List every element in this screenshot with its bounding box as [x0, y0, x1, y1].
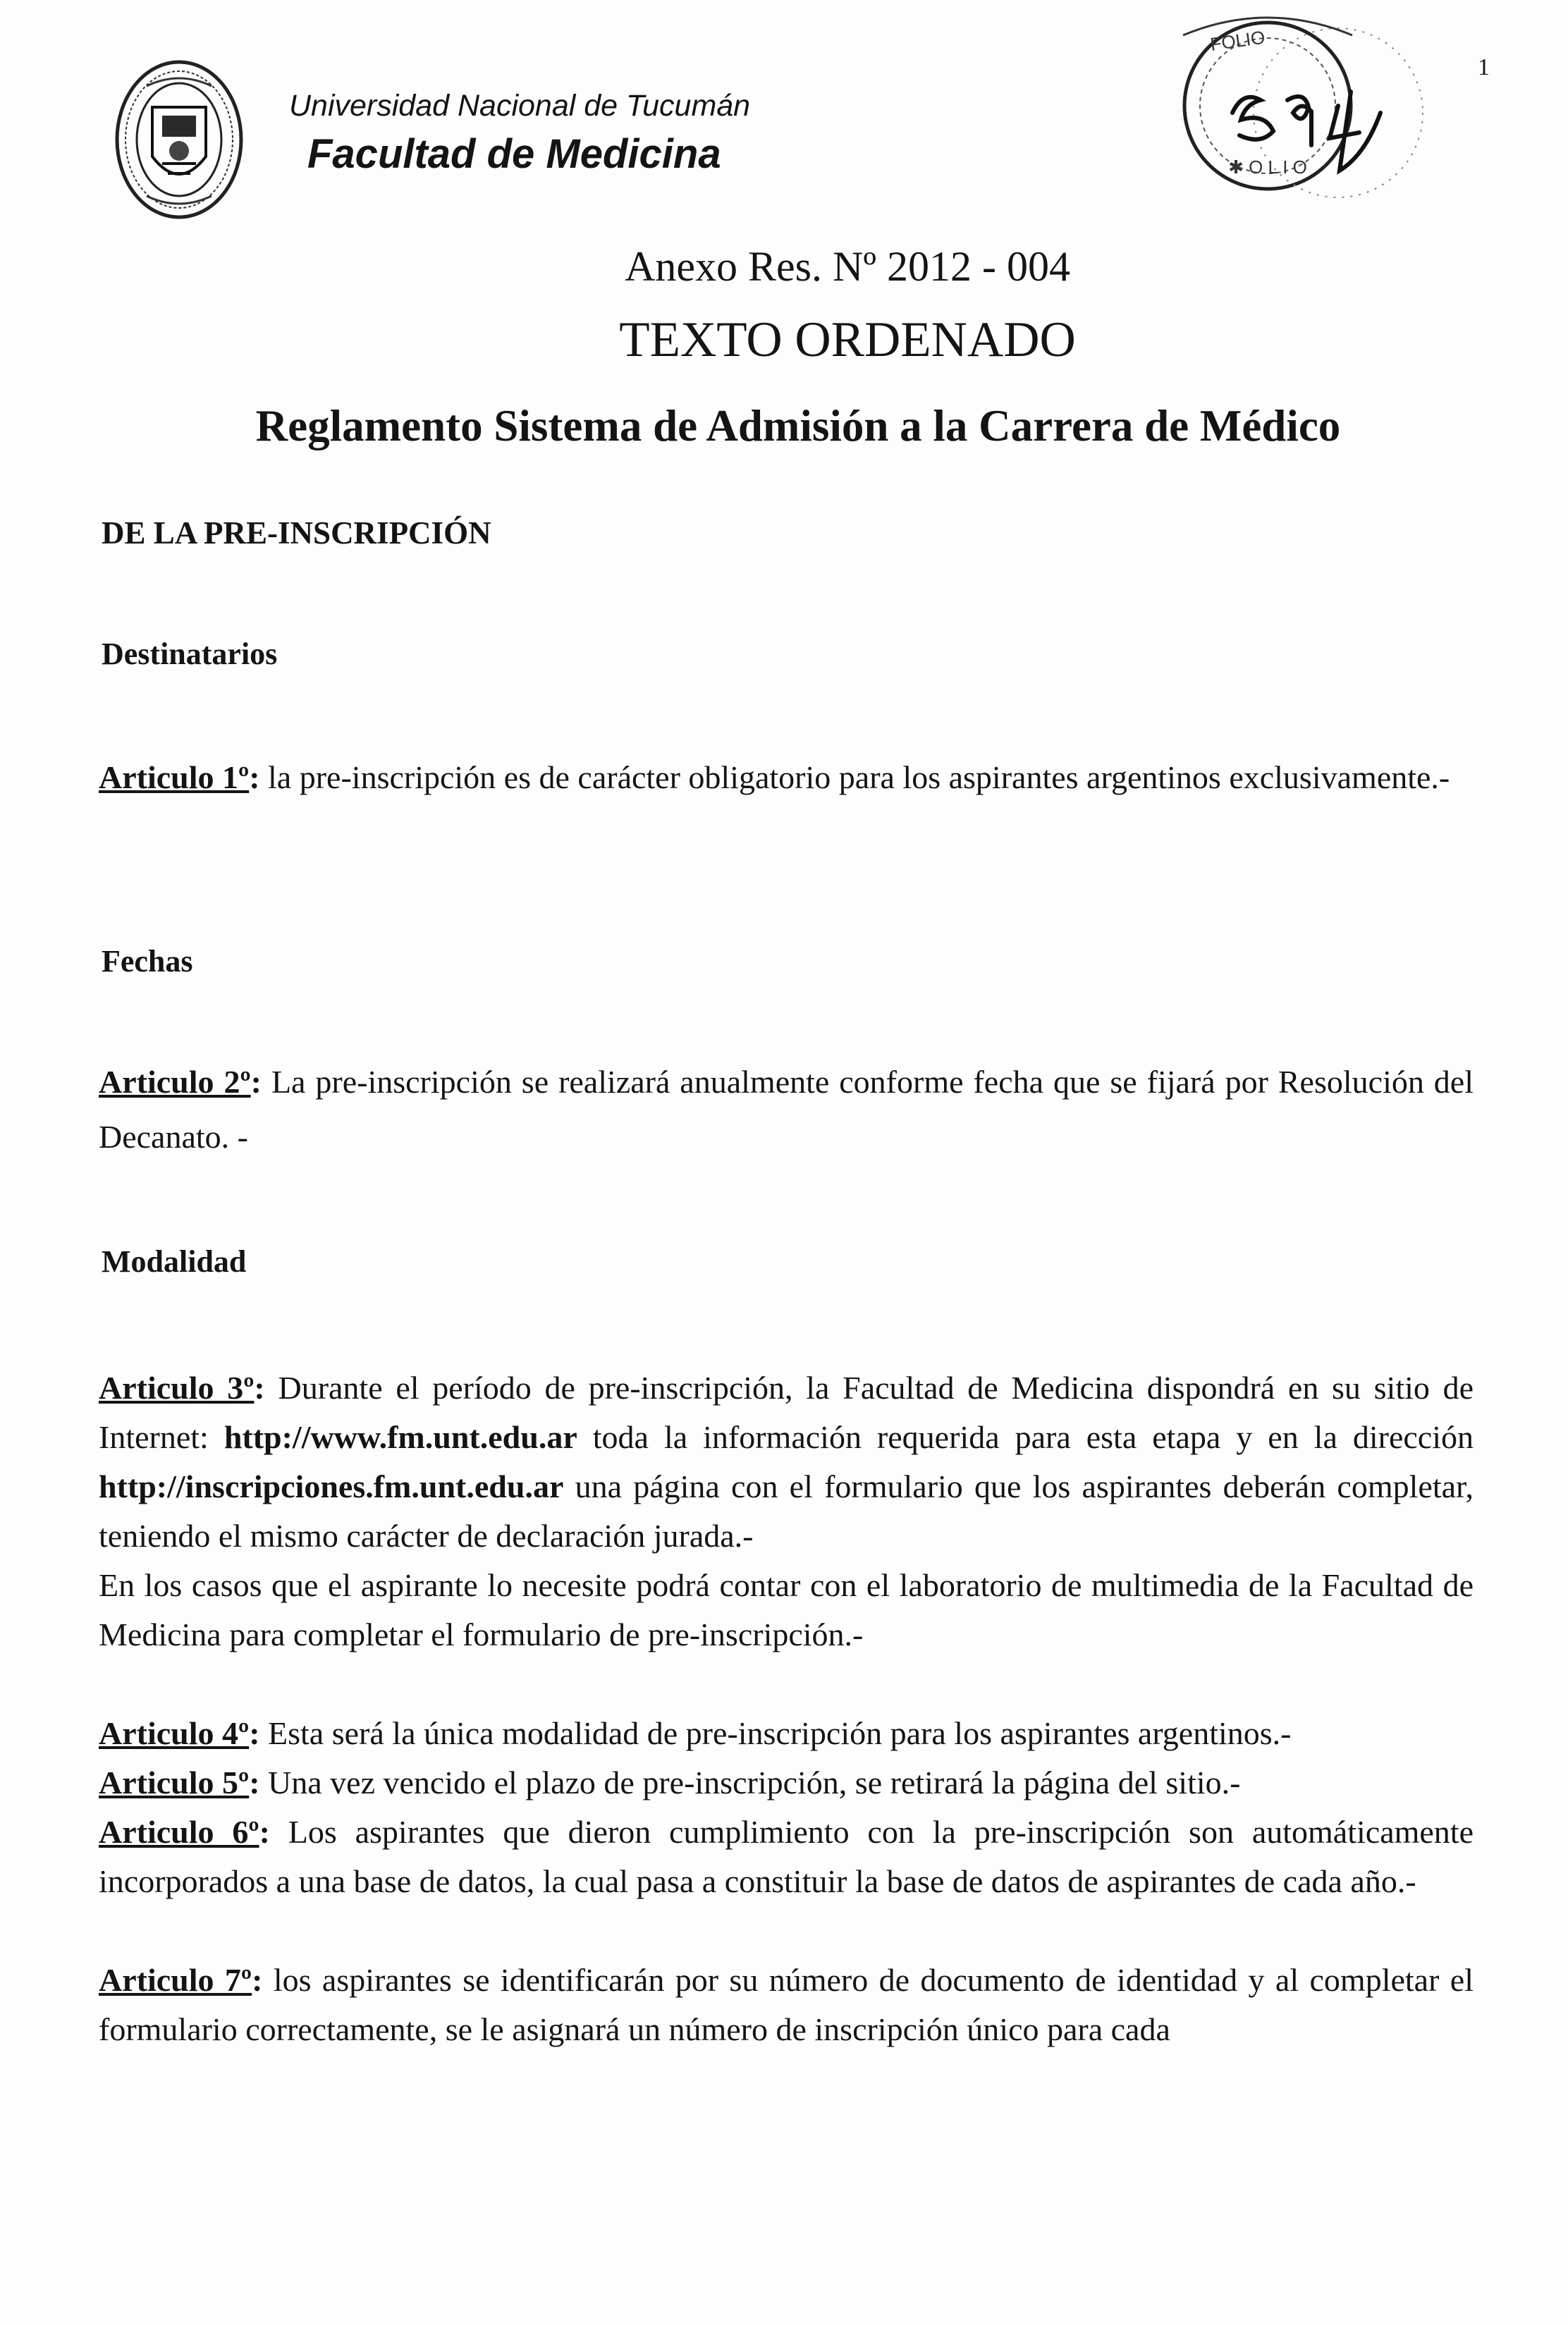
annex-reference: Anexo Res. Nº 2012 - 004 [625, 243, 1070, 290]
university-seal-logo [113, 58, 245, 221]
article-3-text-3: una página con el formulario que los aspirantes deberán completar, teniendo el mismo carácter de declaración jurada.- [99, 1468, 1474, 1554]
inscripciones-url[interactable]: http://inscripciones.fm.unt.edu.ar [99, 1468, 564, 1504]
article-5: Articulo 5º: Una vez vencido el plazo de pre-inscripción, se retirará la página del sitio.- [99, 1765, 1241, 1801]
article-6-text: Los aspirantes que dieron cumplimiento con la pre-inscripción son automáticamente incorporados a una base de datos, la cual pasa a constituir la base de datos de aspirantes de cada año.- [99, 1814, 1474, 1899]
article-2-text: La pre-inscripción se realizará anualmente conforme fecha que se fijará por Resolución del Decanato. - [99, 1064, 1474, 1155]
article-2: Articulo 2º: La pre-inscripción se realizará anualmente conforme fecha que se fijará por Resolución del Decanato. - [99, 1064, 1474, 1155]
article-3-text-2: toda la información requerida para esta etapa y en la dirección [592, 1419, 1474, 1455]
svg-text:FOLIO: FOLIO [1208, 26, 1267, 55]
section-title: DE LA PRE-INSCRIPCIÓN [102, 515, 491, 551]
article-6-label: Articulo 6º [99, 1814, 259, 1850]
heading-modalidad: Modalidad [102, 1244, 247, 1279]
article-5-label: Articulo 5º [99, 1765, 250, 1801]
website-url[interactable]: http://www.fm.unt.edu.ar [223, 1419, 577, 1455]
page-number: 1 [1478, 54, 1490, 80]
article-5-text: Una vez vencido el plazo de pre-inscripción, se retirará la página del sitio.- [268, 1765, 1241, 1801]
svg-text:✱ O L I O: ✱ O L I O [1228, 157, 1307, 178]
article-1: Articulo 1º: la pre-inscripción es de carácter obligatorio para los aspirantes argentinos exclusivamente.- [99, 759, 1450, 795]
article-2-label: Articulo 2º [99, 1064, 251, 1100]
heading-destinatarios: Destinatarios [102, 637, 278, 671]
article-6: Articulo 6º: Los aspirantes que dieron cumplimiento con la pre-inscripción son automáticamente incorporados a una base de datos, la cual pasa a constituir la base de datos de aspirantes de cada año.- [99, 1814, 1474, 1899]
article-7-label: Articulo 7º [99, 1962, 252, 1998]
heading-fechas: Fechas [102, 944, 193, 979]
article-1-label: Articulo 1º [99, 759, 250, 795]
article-7: Articulo 7º: los aspirantes se identificarán por su número de documento de identidad y al completar el formulario correctamente, se le asignará un número de inscripción único para cada [99, 1962, 1474, 2047]
article-3-text-4: En los casos que el aspirante lo necesite podrá contar con el laboratorio de multimedia de la Facultad de Medicina para completar el formulario de pre-inscripción.- [99, 1567, 1474, 1652]
folio-stamp [1127, 7, 1437, 240]
article-4: Articulo 4º: Esta será la única modalidad de pre-inscripción para los aspirantes argentinos.- [99, 1715, 1292, 1751]
article-4-label: Articulo 4º [99, 1715, 250, 1751]
article-3: Articulo 3º: Durante el período de pre-inscripción, la Facultad de Medicina dispondrá en su sitio de Internet: http://www.fm.unt.edu.ar toda la información requerida para esta etapa y en la dirección http://inscripciones.fm.unt.edu.ar una página con el formulario que los aspirantes deberán completar, teniendo el mismo carácter de declaración jurada.- En los casos que el aspirante lo necesite podrá contar con el laboratorio de multimedia de la Facultad de Medicina para completar el formulario de pre-inscripción.- [99, 1370, 1474, 1652]
university-name: Universidad Nacional de Tucumán [289, 89, 751, 123]
faculty-name: Facultad de Medicina [307, 131, 721, 177]
document-subtitle: Reglamento Sistema de Admisión a la Carrera de Médico [255, 401, 1341, 450]
article-7-text: los aspirantes se identificarán por su número de documento de identidad y al completar el formulario correctamente, se le asignará un número de inscripción único para cada [99, 1962, 1474, 2047]
article-4-text: Esta será la única modalidad de pre-inscripción para los aspirantes argentinos.- [268, 1715, 1292, 1751]
article-3-text-1: Durante el período de pre-inscripción, la Facultad de Medicina dispondrá en su sitio de Internet: [99, 1370, 1474, 1455]
article-3-label: Articulo 3º [99, 1370, 255, 1406]
document-title: TEXTO ORDENADO [619, 312, 1076, 367]
article-1-text: la pre-inscripción es de carácter obligatorio para los aspirantes argentinos exclusivamente.- [268, 759, 1450, 795]
